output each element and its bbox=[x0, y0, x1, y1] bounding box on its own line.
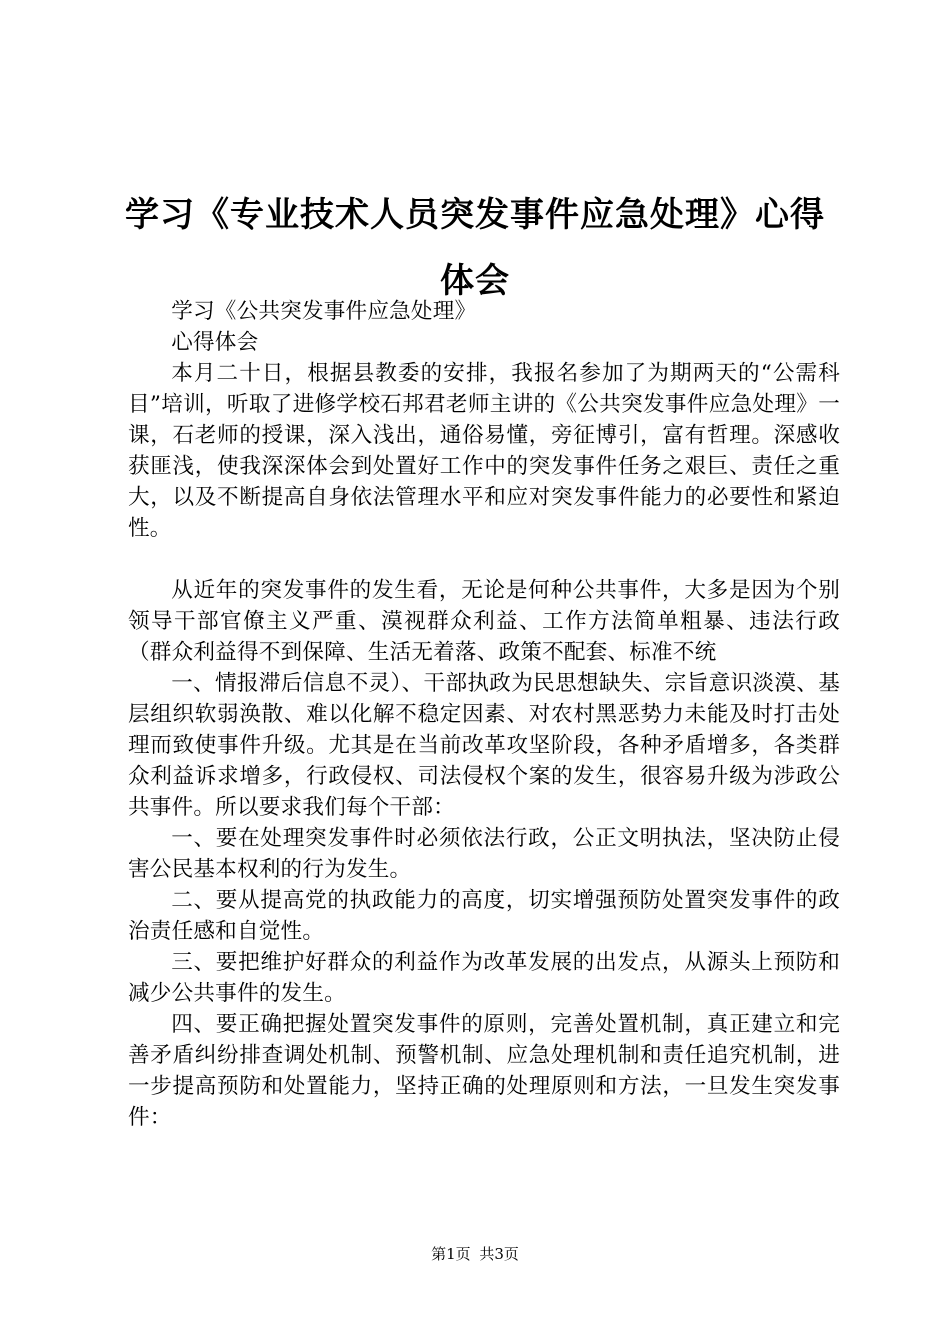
list-item: 一、要在处理突发事件时必须依法行政，公正文明执法，坚决防止侵害公民基本权利的行为发生。 bbox=[128, 826, 840, 882]
paragraph: 本月二十日，根据县教委的安排，我报名参加了为期两天的“公需科目”培训，听取了进修学校石邦君老师主讲的《公共突发事件应急处理》一课，石老师的授课，深入浅出，通俗易懂，旁征博引，富有哲理。深感收获匪浅，使我深深体会到处置好工作中的突发事件任务之艰巨、责任之重大，以及不断提高自身依法管理水平和应对突发事件能力的必要性和紧迫性。 bbox=[128, 361, 840, 541]
list-item: 三、要把维护好群众的利益作为改革发展的出发点，从源头上预防和减少公共事件的发生。 bbox=[128, 950, 840, 1006]
document-body bbox=[128, 296, 840, 1133]
list-item: 四、要正确把握处置突发事件的原则，完善处置机制，真正建立和完善矛盾纠纷排查调处机制、预警机制、应急处理机制和责任追究机制，进一步提高预防和处置能力，坚持正确的处理原则和方法，一旦发生突发事件： bbox=[128, 1012, 840, 1130]
page-number-footer: 第1页 共3页 bbox=[431, 1245, 519, 1263]
list-item: 二、要从提高党的执政能力的高度，切实增强预防处置突发事件的政治责任感和自觉性。 bbox=[128, 888, 840, 944]
paragraph: 从近年的突发事件的发生看，无论是何种公共事件，大多是因为个别领导干部官僚主义严重、漠视群众利益、工作方法简单粗暴、违法行政（群众利益得不到保障、生活无着落、政策不配套、标准不统 bbox=[128, 578, 840, 665]
document-title: 学习《专业技术人员突发事件应急处理》心得体会 bbox=[125, 195, 825, 301]
subtitle-line: 心得体会 bbox=[171, 330, 259, 355]
subtitle-line: 学习《公共突发事件应急处理》 bbox=[171, 299, 477, 324]
paragraph: 一、情报滞后信息不灵）、干部执政为民思想缺失、宗旨意识淡漠、基层组织软弱涣散、难以化解不稳定因素、对农村黑恶势力未能及时打击处理而致使事件升级。尤其是在当前改革攻坚阶段，各种矛盾增多，各类群众利益诉求增多，行政侵权、司法侵权个案的发生，很容易升级为涉政公共事件。所以要求我们每个干部： bbox=[128, 671, 840, 820]
